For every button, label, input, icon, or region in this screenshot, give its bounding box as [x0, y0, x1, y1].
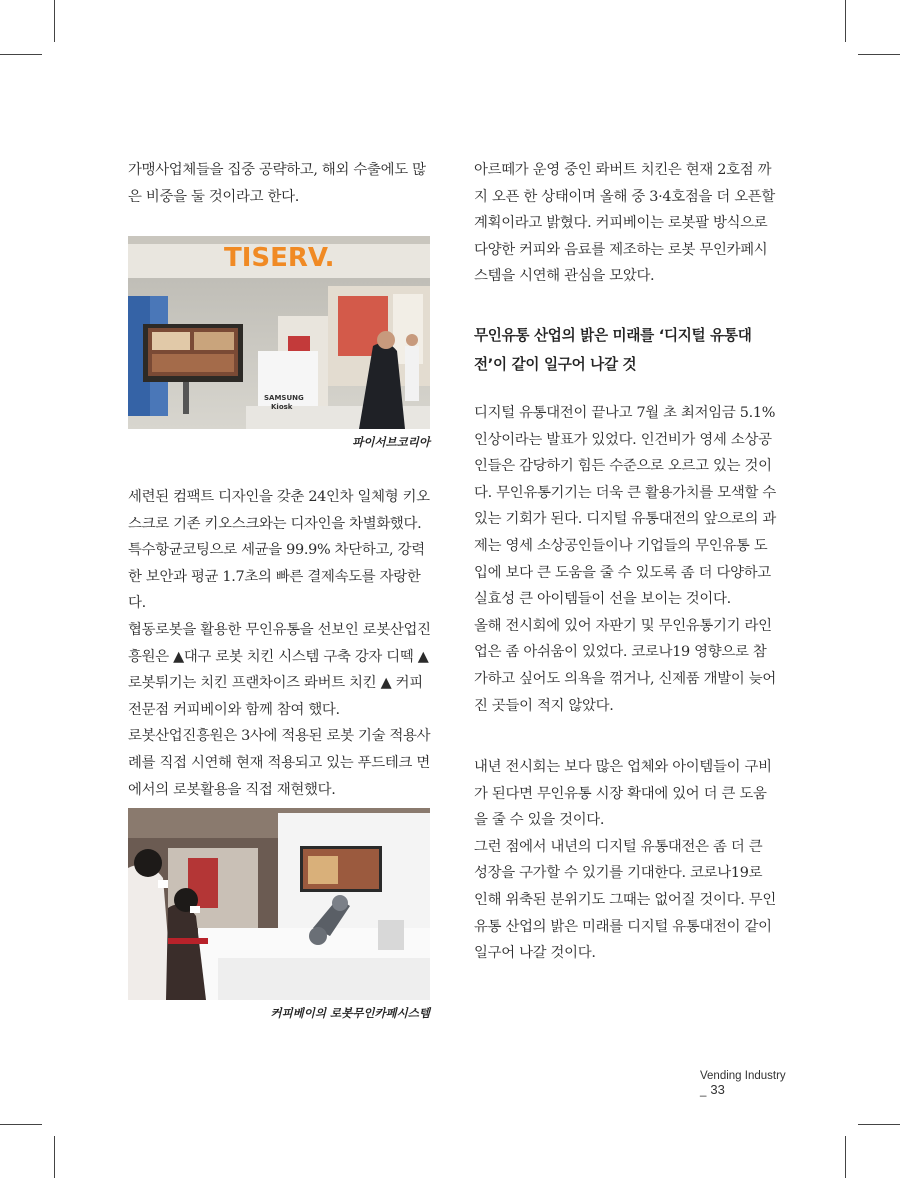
right-paragraph-2: 디지털 유통대전이 끝나고 7월 초 최저임금 5.1% 인상이라는 발표가 있었다. 인건비가 영세 소상공인들은 감당하기 힘든 수준으로 오르고 있는 것이다. 무인유통기기는 더욱 큰 활용가치를 모색할 수 있는 기회가 된다. 디지털 유통대전의 앞으로의 과제는 영세 소상공인들이나 기업들의 무인유통 도입에 보다 큰 도움을 줄 수 있도록 좀 더 다양하고 실효성 큰 아이템들이 선을 보이는 것이다. — [474, 405, 776, 608]
crop-mark — [845, 0, 846, 42]
booth-sign-logo: TISERV. — [224, 243, 335, 273]
crop-mark — [858, 1124, 900, 1125]
crop-mark — [54, 0, 55, 42]
right-paragraph-1: 아르떼가 운영 중인 롸버트 치킨은 현재 2호점 까지 오픈 한 상태이며 올해 중 3·4호점을 더 오픈할 계획이라고 밝혔다. 커피베이는 로봇팔 방식으로 다양한 커피와 음료를 제조하는 로봇 무인카페시스템을 시연해 관심을 모았다. — [474, 162, 776, 285]
right-column-middle — [474, 400, 778, 719]
crop-mark — [858, 54, 900, 55]
right-paragraph-4: 내년 전시회는 보다 많은 업체와 아이템들이 구비가 된다면 무인유통 시장 확대에 있어 더 큰 도움을 줄 수 있을 것이다. — [474, 759, 772, 829]
crop-mark — [845, 1136, 846, 1178]
photo-tiserv-booth — [128, 236, 430, 429]
left-column-top — [128, 157, 432, 210]
publication-name: Vending Industry _ — [700, 1070, 786, 1097]
right-paragraph-3: 올해 전시회에 있어 자판기 및 무인유통기기 라인업은 좀 아쉬움이 있었다. 코로나19 영향으로 참가하고 싶어도 의욕을 꺾거나, 신제품 개발이 늦어진 곳들이 적지 않았다. — [474, 617, 776, 714]
photo-coffeebay-robot-cafe — [128, 808, 430, 1000]
left-paragraph-1: 가맹사업체들을 집중 공략하고, 해외 수출에도 많은 비중을 둘 것이라고 한다. — [128, 162, 426, 205]
crop-mark — [0, 54, 42, 55]
kiosk-brand-text: SAMSUNG — [264, 394, 304, 402]
left-paragraph-4: 로봇산업진흥원은 3사에 적용된 로봇 기술 적용사례를 직접 시연해 현재 적용되고 있는 푸드테크 면에서의 로봇활용을 직접 재현했다. — [128, 728, 431, 798]
right-column-bottom — [474, 754, 778, 967]
photo2-caption: 커피베이의 로봇무인카페시스템 — [270, 1006, 430, 1020]
left-column-bottom — [128, 484, 432, 803]
page-footer — [700, 1070, 810, 1097]
crop-mark — [54, 1136, 55, 1178]
left-paragraph-3: 협동로봇을 활용한 무인유통을 선보인 로봇산업진흥원은 ▲대구 로봇 치킨 시스템 구축 강자 디떽 ▲로봇튀기는 치킨 프랜차이즈 롸버트 치킨 ▲ 커피전문점 커피베이와 함께 참여 했다. — [128, 621, 431, 718]
crop-mark — [0, 1124, 42, 1125]
left-paragraph-2: 세련된 컴팩트 디자인을 갖춘 24인차 일체형 키오스크로 기존 키오스크와는 디자인을 차별화했다. 특수항균코팅으로 세균을 99.9% 차단하고, 강력한 보안과 평균 1.7초의 빠른 결제속도를 자랑한다. — [128, 489, 430, 612]
kiosk-label-text: Kiosk — [271, 403, 293, 411]
right-column-top — [474, 157, 778, 290]
photo1-caption: 파이서브코리아 — [352, 435, 430, 449]
page-number: 33 — [710, 1082, 725, 1097]
right-paragraph-5: 그런 점에서 내년의 디지털 유통대전은 좀 더 큰 성장을 구가할 수 있기를 기대한다. 코로나19로 인해 위축된 분위기도 그때는 없어질 것이다. 무인유통 산업의 밝은 미래를 디지털 유통대전이 같이 일구어 나갈 것이다. — [474, 838, 776, 962]
section-heading: 무인유통 산업의 밝은 미래를 ‘디지털 유통대전’이 같이 일구어 나갈 것 — [474, 327, 752, 373]
